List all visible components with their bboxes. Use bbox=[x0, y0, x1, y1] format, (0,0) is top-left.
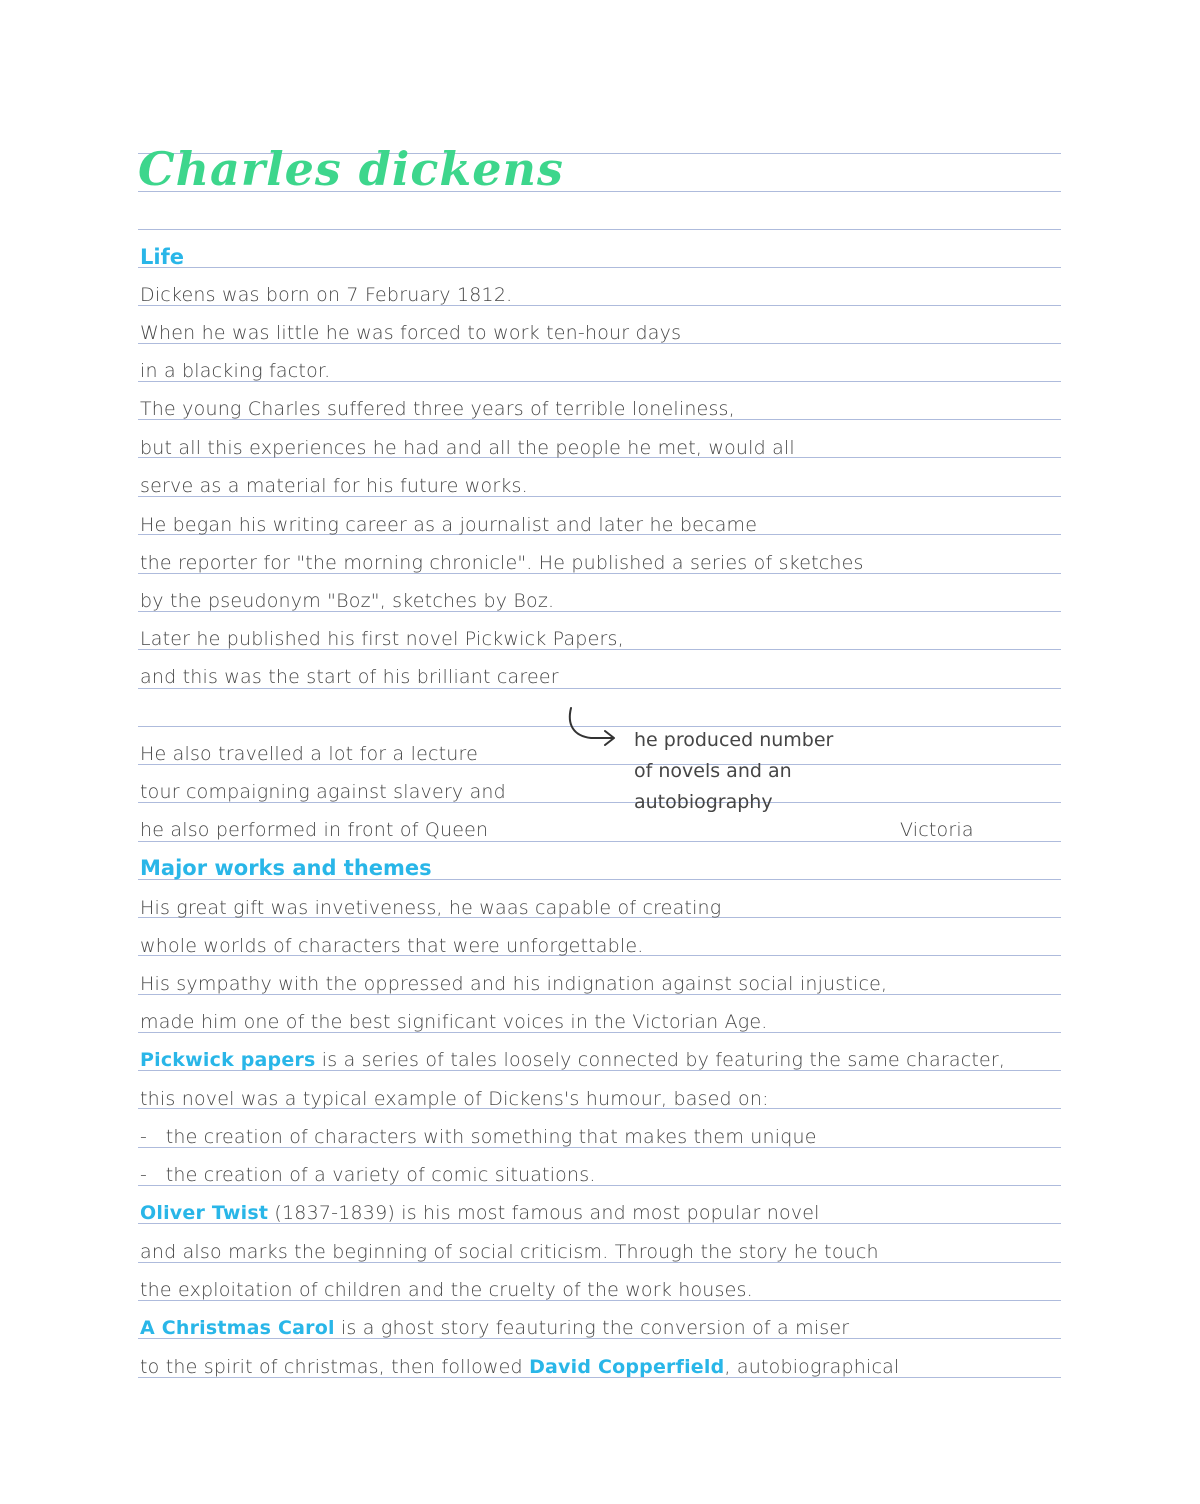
text-line: made him one of the best significant voices in the Victorian Age. bbox=[140, 1011, 768, 1033]
text-line: Later he published his first novel Pickwick Papers, bbox=[140, 628, 624, 650]
work-title-david-copperfield: David Copperfield bbox=[529, 1356, 725, 1378]
bullet-line bbox=[140, 1164, 596, 1186]
page-title: Charles dickens bbox=[138, 142, 564, 196]
text-line: but all this experiences he had and all the people he met, would all bbox=[140, 437, 795, 459]
text-span: the creation of a variety of comic situations. bbox=[165, 1164, 596, 1186]
bullet-dash: - bbox=[140, 1164, 166, 1186]
text-line-victoria: Victoria bbox=[900, 819, 974, 841]
side-note-line: autobiography bbox=[634, 791, 773, 813]
text-span: (1837-1839) is his most famous and most popular novel bbox=[268, 1202, 820, 1224]
text-line-copperfield bbox=[140, 1356, 899, 1378]
bullet-dash: - bbox=[140, 1126, 166, 1148]
rule-line bbox=[138, 688, 1061, 689]
text-line: His sympathy with the oppressed and his indignation against social injustice, bbox=[140, 973, 888, 995]
curved-arrow-icon bbox=[565, 706, 621, 746]
text-line: The young Charles suffered three years of terrible loneliness, bbox=[140, 398, 735, 420]
text-line: this novel was a typical example of Dickens's humour, based on: bbox=[140, 1088, 769, 1110]
text-line: and also marks the beginning of social criticism. Through the story he touch bbox=[140, 1241, 879, 1263]
text-line: the reporter for "the morning chronicle". He published a series of sketches bbox=[140, 552, 864, 574]
side-note-line: he produced number bbox=[634, 729, 834, 751]
text-line: When he was little he was forced to work ten-hour days bbox=[140, 322, 682, 344]
text-line: His great gift was invetiveness, he waas capable of creating bbox=[140, 897, 722, 919]
text-line: the exploitation of children and the cruelty of the work houses. bbox=[140, 1279, 753, 1301]
text-line: serve as a material for his future works. bbox=[140, 475, 528, 497]
rule-line bbox=[138, 841, 1061, 842]
text-line: and this was the start of his brilliant career bbox=[140, 666, 559, 688]
text-line: he also performed in front of Queen bbox=[140, 819, 489, 841]
text-line: Dickens was born on 7 February 1812. bbox=[140, 284, 513, 306]
rule-line bbox=[138, 229, 1061, 230]
text-line-carol bbox=[140, 1317, 849, 1339]
text-span: the creation of characters with something that makes them unique bbox=[165, 1126, 817, 1148]
text-line: tour compaigning against slavery and bbox=[140, 781, 506, 803]
work-title-oliver-twist: Oliver Twist bbox=[140, 1202, 269, 1224]
section-heading-major-works: Major works and themes bbox=[140, 856, 432, 880]
text-line-oliver bbox=[140, 1202, 820, 1224]
text-line: He also travelled a lot for a lecture bbox=[140, 743, 478, 765]
bullet-line bbox=[140, 1126, 817, 1148]
work-title-christmas-carol: A Christmas Carol bbox=[140, 1317, 335, 1339]
text-span: , autobiographical bbox=[724, 1356, 900, 1378]
text-line-pickwick bbox=[140, 1049, 1005, 1071]
side-note-line: of novels and an bbox=[634, 760, 792, 782]
work-title-pickwick: Pickwick papers bbox=[140, 1049, 316, 1071]
section-heading-life: Life bbox=[140, 245, 184, 269]
text-span: is a ghost story feauturing the conversion of a miser bbox=[334, 1317, 850, 1339]
rule-line bbox=[138, 267, 1061, 268]
text-line: in a blacking factor. bbox=[140, 360, 331, 382]
text-span: is a series of tales loosely connected by featuring the same character, bbox=[315, 1049, 1006, 1071]
text-line: by the pseudonym "Boz", sketches by Boz. bbox=[140, 590, 555, 612]
text-line: whole worlds of characters that were unforgettable. bbox=[140, 935, 644, 957]
text-line: He began his writing career as a journalist and later he became bbox=[140, 514, 758, 536]
text-span: to the spirit of christmas, then followed bbox=[140, 1356, 530, 1378]
